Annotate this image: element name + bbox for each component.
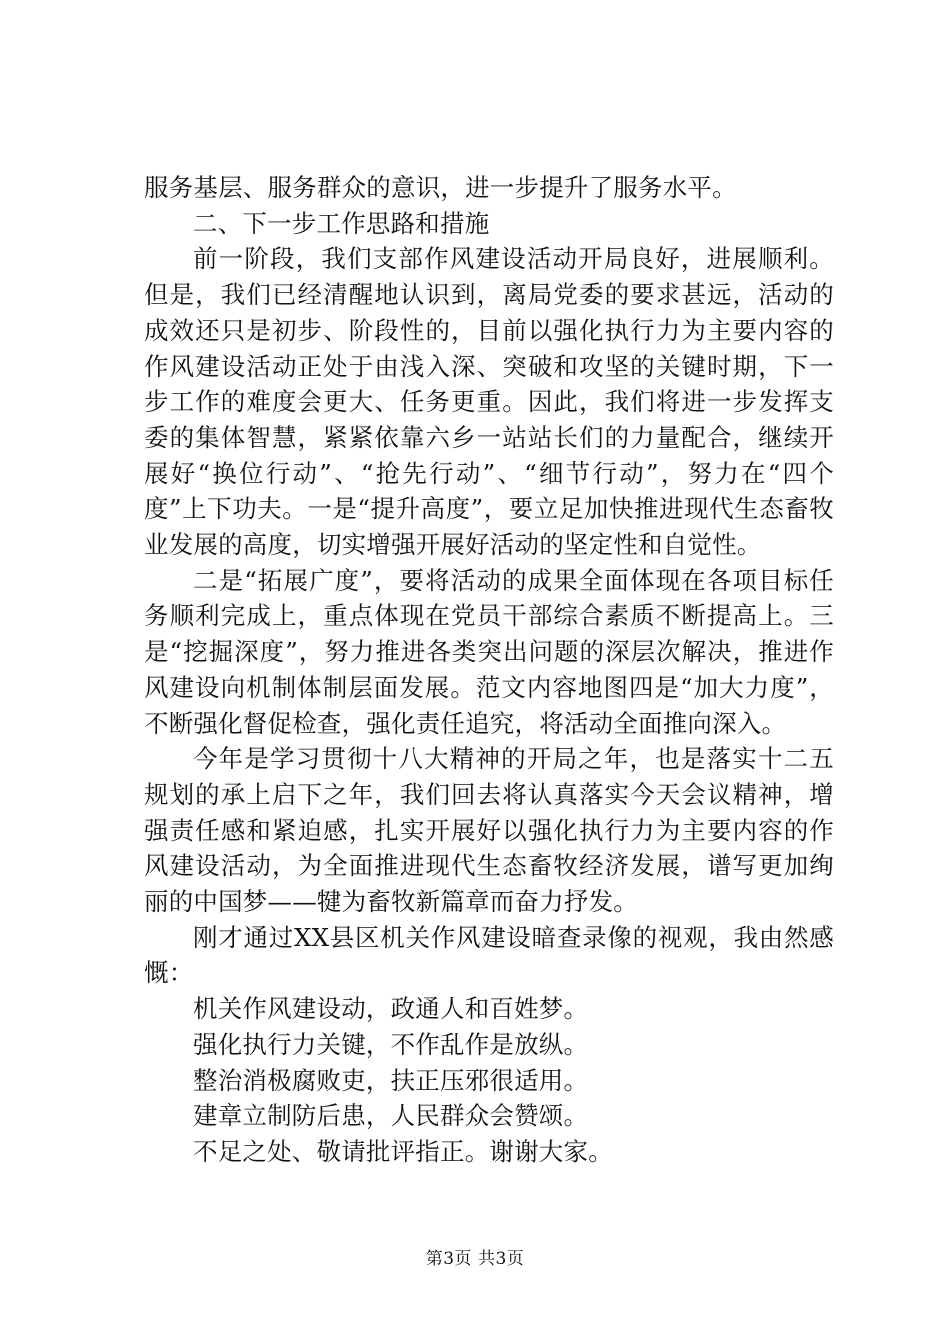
paragraph-3: 今年是学习贯彻十八大精神的开局之年，也是落实十二五规划的承上启下之年，我们回去将认真落实今天会议精神，增强责任感和紧迫感，扎实开展好以强化执行力为主要内容的作风建设活动，为全面推进现代生态畜牧经济发展，谱写更加绚丽的中国梦——犍为畜牧新篇章而奋力抒发。: [144, 744, 834, 917]
poem-line-4: 建章立制防后患，人民群众会赞颂。: [193, 1101, 589, 1131]
poem-line-1: 机关作风建设动，政通人和百姓梦。: [193, 994, 589, 1024]
poem-line-3: 整治消极腐败吏，扶正压邪很适用。: [193, 1065, 589, 1095]
page-number-footer: 第3页 共3页: [425, 1249, 525, 1269]
section-heading: 二、下一步工作思路和措施: [193, 208, 490, 238]
paragraph-2: 二是“拓展广度”，要将活动的成果全面体现在各项目标任务顺利完成上，重点体现在党员干部综合素质不断提高上。三是“挖掘深度”，努力推进各类突出问题的深层次解决，推进作风建设向机制体制层面发展。范文内容地图四是“加大力度”，不断强化督促检查，强化责任追究，将活动全面推向深入。: [144, 565, 834, 738]
poem-line-2: 强化执行力关键，不作乱作是放纵。: [193, 1029, 589, 1059]
paragraph-4: 刚才通过XX县区机关作风建设暗查录像的视观，我由然感慨：: [144, 922, 834, 988]
continuation-paragraph: 服务基层、服务群众的意识，进一步提升了服务水平。: [144, 173, 737, 202]
paragraph-1: 前一阶段，我们支部作风建设活动开局良好，进展顺利。但是，我们已经清醒地认识到，离局党委的要求甚远，活动的成效还只是初步、阶段性的，目前以强化执行力为主要内容的作风建设活动正处于由浅入深、突破和攻坚的关键时期，下一步工作的难度会更大、任务更重。因此，我们将进一步发挥支委的集体智慧，紧紧依靠六乡一站站长们的力量配合，继续开展好“换位行动”、“抢先行动”、“细节行动”，努力在“四个度”上下功夫。一是“提升高度”，要立足加快推进现代生态畜牧业发展的高度，切实增强开展好活动的坚定性和自觉性。: [144, 244, 834, 560]
closing-line: 不足之处、敬请批评指正。谢谢大家。: [193, 1136, 613, 1166]
document-body: [144, 170, 834, 1170]
